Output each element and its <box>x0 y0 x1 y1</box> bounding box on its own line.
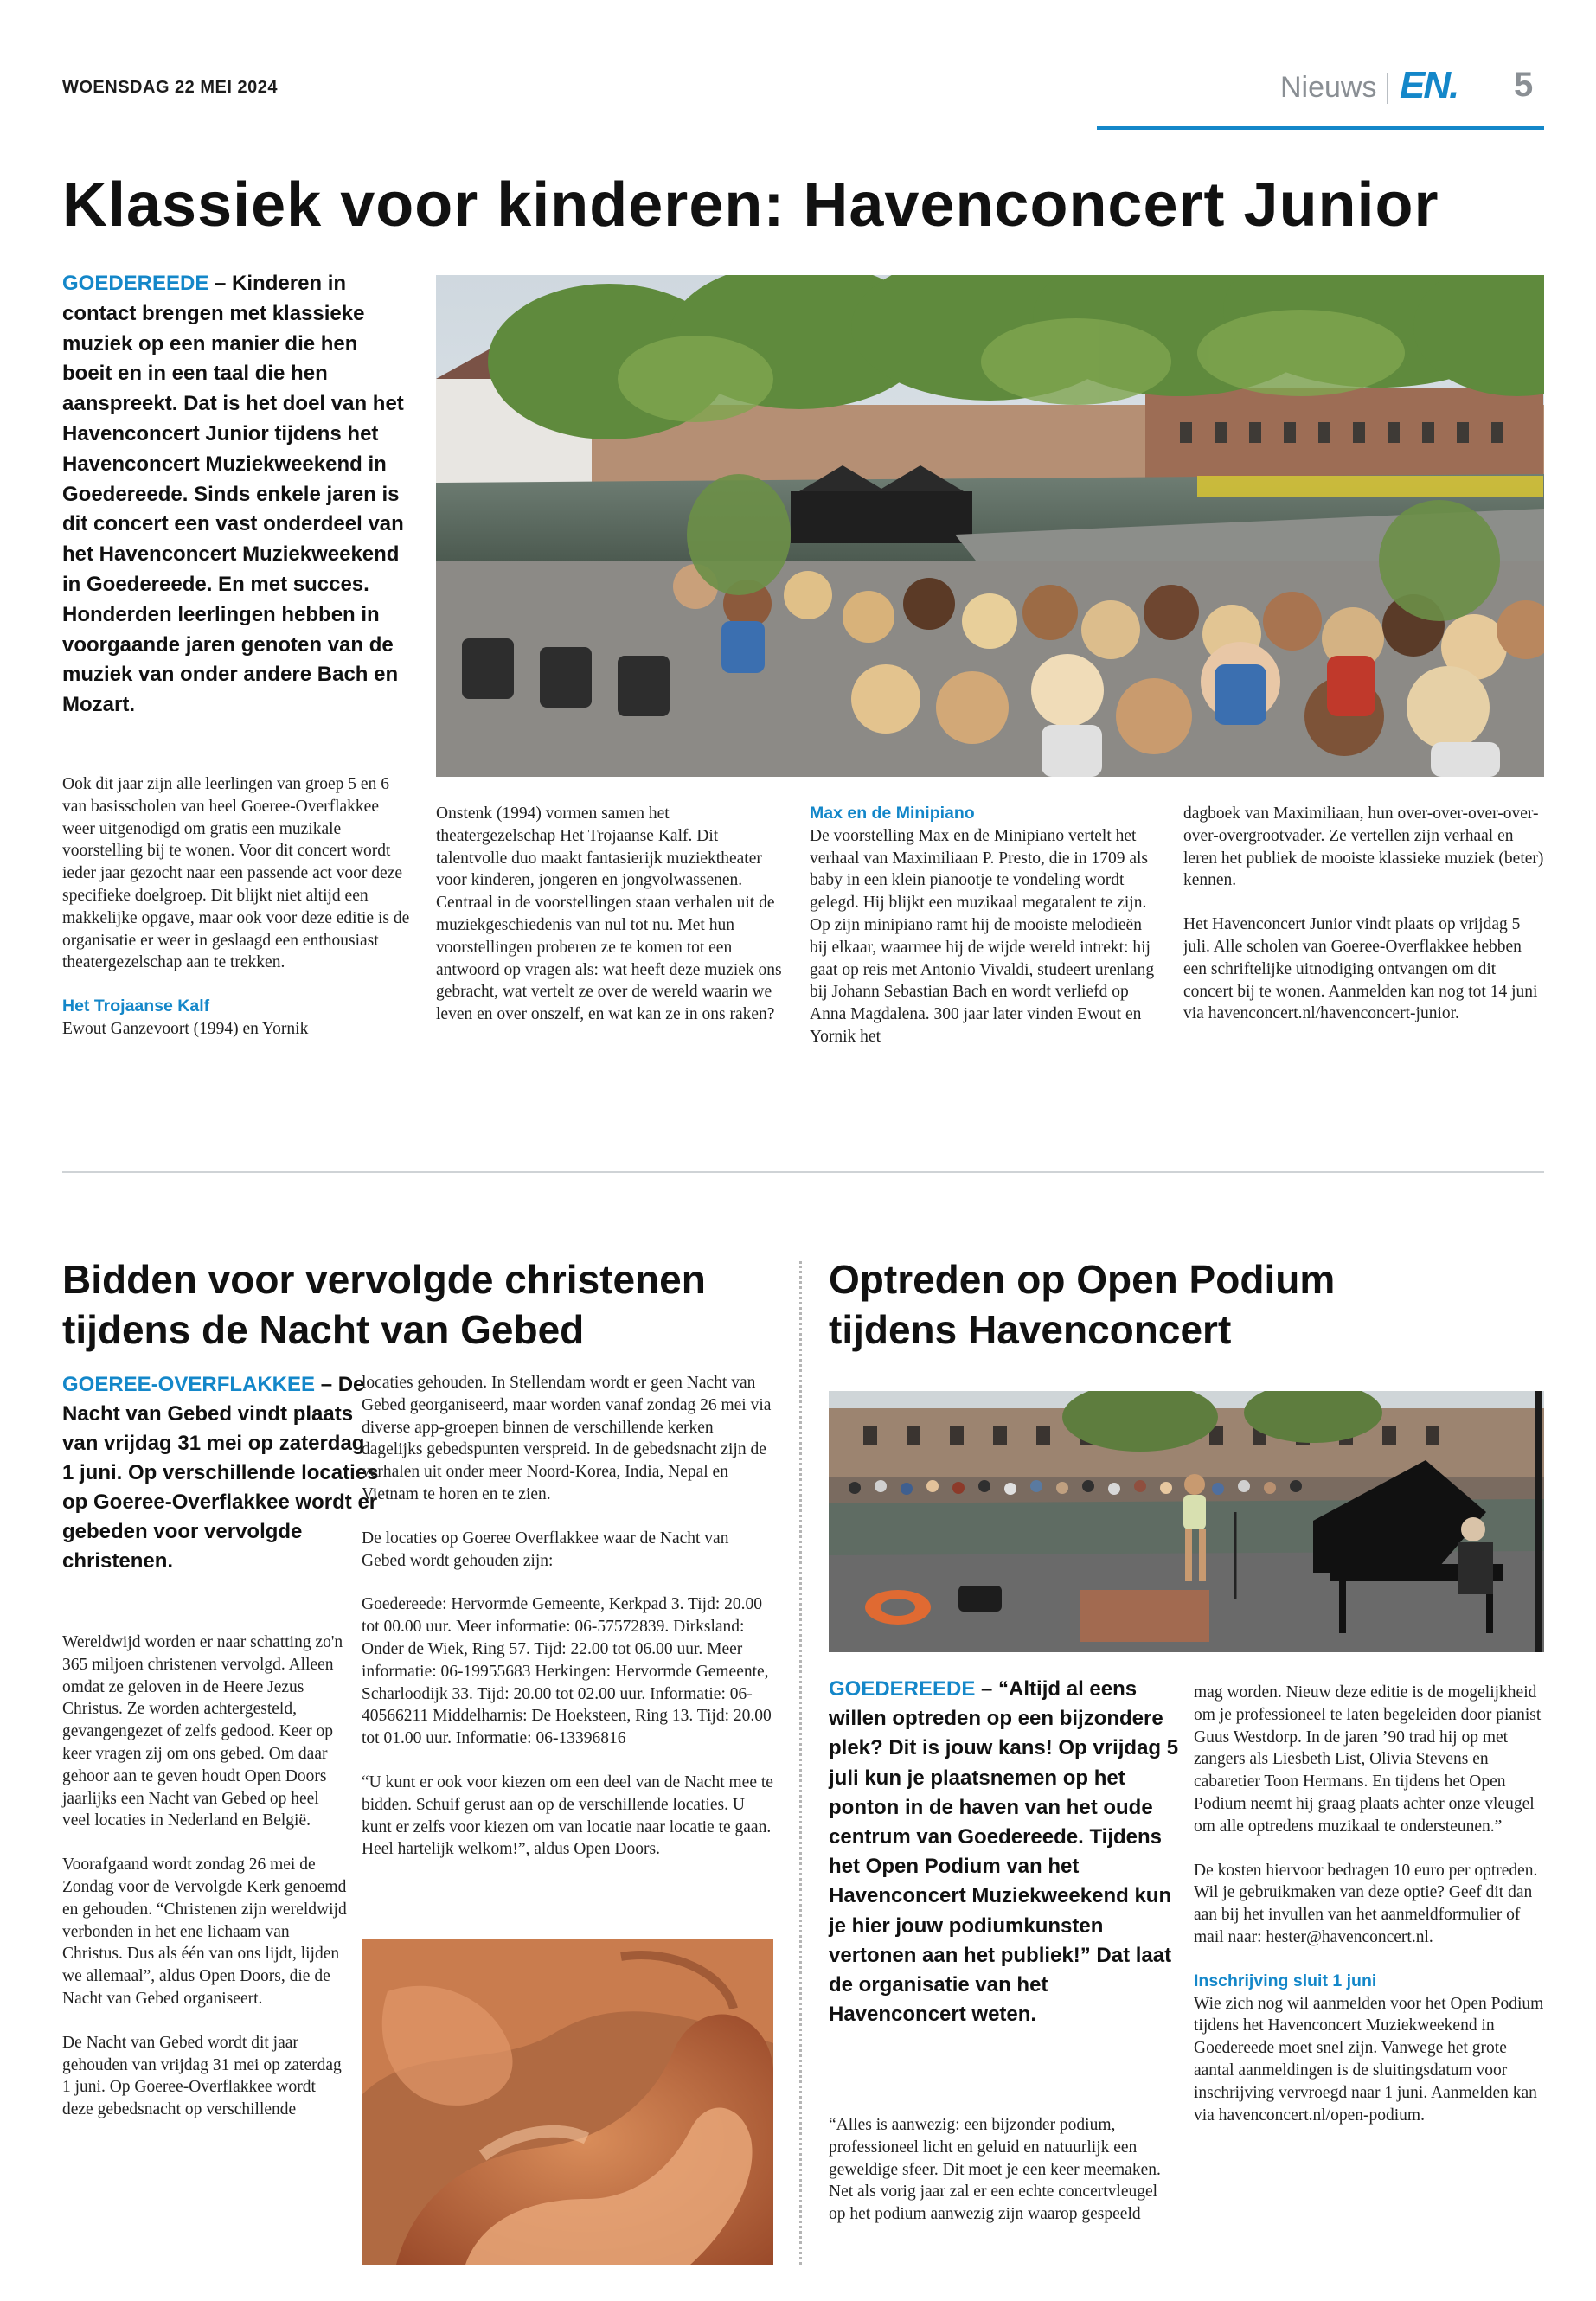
article1-paragraph: Ewout Ganzevoort (1994) en Yornik <box>62 1019 309 1038</box>
section-label: Nieuws <box>1280 71 1377 104</box>
open-podium-illustration <box>829 1391 1544 1652</box>
harbour-concert-illustration <box>436 275 1544 777</box>
article2-headline-line: tijdens de Nacht van Gebed <box>62 1307 585 1352</box>
article1-column-2 <box>436 803 786 1026</box>
article1-paragraph: dagboek van Maximiliaan, hun over-over-over-over-over-overgrootvader. Ze vertellen zijn verhaal en leren het publiek de mooiste klassieke muziek (beter) kennen. <box>1183 804 1544 890</box>
article1-subheading-max-minipiano: Max en de Minipiano <box>810 804 975 823</box>
article3-location: GOEDEREEDE <box>829 1677 976 1701</box>
article3-paragraph: “Alles is aanwezig: een bijzonder podium, professioneel licht en geluid en natuurlijk een geweldige sfeer. Dit moet je een keer meemaken. Net als vorig jaar zal er een echte concertvleugel op het podium aanwezig zijn waarop gespeeld <box>829 2116 1161 2224</box>
article2-photo-mosaic-hand <box>362 1939 773 2265</box>
article3-headline-line: Optreden op Open Podium <box>829 1257 1336 1302</box>
article3-lead-text: – “Altijd al eens willen optreden op een bijzondere plek? Dit is jouw kans! Op vrijdag 5 juli kun je plaatsnemen op het ponton in de haven van het oude centrum van Goedereede. Tijdens het Open Podium van het Havenconcert Muziekweekend kun je hier jouw podiumkunsten vertonen aan het publiek!” Dat laat de organisatie van het Havenconcert weten. <box>829 1677 1179 2027</box>
article1-paragraph: Onstenk (1994) vormen samen het theatergezelschap Het Trojaanse Kalf. Dit talentvolle duo maakt fantasierijk muziektheater voor kinderen, jongeren en jongvolwassenen. Centraal in de voorstellingen staan verhalen uit de muziekgeschiedenis van nul tot nu. Met hun voorstellingen proberen ze te komen tot een antwoord op vragen als: wat heeft deze muziek ons gebracht, wat vertelt ze over de wereld waarin we leven en over onszelf, en wat kan ze in ons raken? <box>436 804 782 1024</box>
article2-paragraph: Wereldwijd worden er naar schatting zo'n 365 miljoen christenen vervolgd. Alleen omdat ze geloven in de Heere Jezus Christus. Ze worden achtergesteld, gevangengezet of zelfs gedood. Keer op keer vragen zij om ons gebed. Om daar gehoor aan te geven houdt Open Doors jaarlijks een Nacht van Gebed op heel veel locaties in Nederland en België. <box>62 1633 343 1830</box>
article1-column-3 <box>810 803 1160 1048</box>
article1-headline: Klassiek voor kinderen: Havenconcert Junior <box>62 170 1439 240</box>
article2-headline-line: Bidden voor vervolgde christenen <box>62 1257 706 1302</box>
article3-headline-line: tijdens Havenconcert <box>829 1307 1232 1352</box>
article1-subheading-trojaanse-kalf: Het Trojaanse Kalf <box>62 997 210 1016</box>
article2-paragraph: Voorafgaand wordt zondag 26 mei de Zondag voor de Vervolgde Kerk genoemd en gehouden. “Christenen zijn wereldwijd verbonden in het ene lichaam van Christus. Dus als één van ons lijdt, lijden we allemaal”, aldus Open Doors, die de Nacht van Gebed organiseert. <box>62 1856 347 2008</box>
article2-lead <box>62 1370 381 1576</box>
article3-column-1 <box>829 2114 1175 2226</box>
article1-lead-text: – Kinderen in contact brengen met klassieke muziek op een manier die hen boeit en in een taal die hen aanspreekt. Dat is het doel van het Havenconcert Junior tijdens het Havenconcert Muziekweekend in Goedereede. Sinds enkele jaren is dit concert een vast onderdeel van het Havenconcert Muziekweekend in Goedereede. En met succes. Honderden leerlingen hebben in voorgaande jaren genoten van de muziek van onder andere Bach en Mozart. <box>62 272 404 717</box>
article3-paragraph: Wie zich nog wil aanmelden voor het Open Podium tijdens het Havenconcert Muziekweekend in Goedereede moet snel zijn. Vanwege het grote aantal aanmeldingen is de sluitingsdatum voor inschrijving vervroegd naar 1 juni. Aanmelden kan via havenconcert.nl/open-podium. <box>1194 1994 1544 2125</box>
article3-headline <box>829 1254 1544 1355</box>
article2-paragraph: De locaties op Goeree Overflakkee waar de Nacht van Gebed wordt gehouden zijn: <box>362 1529 729 1570</box>
article1-column-4 <box>1183 803 1544 1025</box>
article3-paragraph: De kosten hiervoor bedragen 10 euro per optreden. Wil je gebruikmaken van deze optie? Geef dit dan aan bij het invullen van het aanmeldformulier of mail naar: hester@havenconcert.nl. <box>1194 1861 1538 1946</box>
column-divider-dotted <box>799 1261 802 2265</box>
header-separator <box>1387 73 1388 104</box>
article3-lead <box>829 1675 1183 2029</box>
article1-photo-harbour-concert <box>436 275 1544 777</box>
article1-location: GOEDEREEDE <box>62 272 209 295</box>
article3-photo-open-podium <box>829 1391 1544 1652</box>
header-rule <box>1097 126 1544 130</box>
mosaic-hand-illustration <box>362 1939 773 2265</box>
article2-paragraph: “U kunt er ook voor kiezen om een deel van de Nacht mee te bidden. Schuif gerust aan op de verschillende locaties. U kunt er zelfs voor kiezen om van locatie naar locatie te gaan. Heel hartelijk welkom!”, aldus Open Doors. <box>362 1772 773 1859</box>
article1-lead <box>62 269 408 721</box>
article1-paragraph: Het Havenconcert Junior vindt plaats op vrijdag 5 juli. Alle scholen van Goeree-Overflakkee hebben een schriftelijke uitnodiging ontvangen om dit concert bij te wonen. Aanmelden kan nog tot 14 juni via havenconcert.nl/havenconcert-junior. <box>1183 915 1538 1023</box>
article2-paragraph: locaties gehouden. In Stellendam wordt er geen Nacht van Gebed georganiseerd, maar worden vanaf zondag 26 mei via diverse app-groepen binnen de verschillende kerken dagelijks gebedspunten verspreid. In de gebedsnacht zijn de verhalen uit onder meer Noord-Korea, India, Nepal en Vietnam te horen en te zien. <box>362 1374 772 1503</box>
article2-column-2 <box>362 1372 775 1861</box>
article3-column-2 <box>1194 1682 1544 2126</box>
article1-paragraph: De voorstelling Max en de Minipiano vertelt het verhaal van Maximiliaan P. Presto, die in 1709 als baby in een klein pianootje te vondeling wordt gelegd. Hij blijkt een muzikaal megatalent te zijn. Op zijn minipiano ramt hij de mooiste melodieën bij elkaar, waarmee hij de wijde wereld intrekt: hij gaat op reis met Antonio Vivaldi, studeert urenlang bij Johann Sebastian Bach en wordt verliefd op Anna Magdalena. 300 jaar later vinden Ewout en Yornik het <box>810 826 1155 1046</box>
newspaper-logo: EN. <box>1400 64 1458 106</box>
article2-location: GOEREE-OVERFLAKKEE <box>62 1373 316 1396</box>
article1-column-1 <box>62 773 413 1041</box>
article1-paragraph: Ook dit jaar zijn alle leerlingen van groep 5 en 6 van basisscholen van heel Goeree-Overflakkee weer uitgenodigd om gratis een muzikale voorstelling bij te wonen. Voor dit concert wordt ieder jaar gezocht naar een passende act voor deze specifieke doelgroep. Dit blijkt niet altijd een makkelijke opgave, maar ook voor deze editie is de organisatie er weer in geslaagd een enthousiast theatergezelschap aan te trekken. <box>62 775 410 972</box>
article2-column-1 <box>62 1631 348 2121</box>
section-divider <box>62 1171 1544 1173</box>
article3-paragraph: mag worden. Nieuw deze editie is de mogelijkheid om je professioneel te laten begeleiden door pianist Guus Westdorp. In de jaren ’90 trad hij op met zangers als Liesbeth List, Olivia Stevens en cabaretier Toon Hermans. En tijdens het Open Podium neemt hij graag plaats achter onze vleugel om alle optredens muzikaal te ondersteunen.” <box>1194 1683 1542 1836</box>
article2-paragraph: De Nacht van Gebed wordt dit jaar gehouden van vrijdag 31 mei op zaterdag 1 juni. Op Goeree-Overflakkee wordt deze gebedsnacht op verschillende <box>62 2033 342 2119</box>
article3-subheading-inschrijving: Inschrijving sluit 1 juni <box>1194 1971 1377 1990</box>
edition-date: WOENSDAG 22 MEI 2024 <box>62 78 278 97</box>
article2-headline <box>62 1254 772 1355</box>
article2-lead-text: – De Nacht van Gebed vindt plaats van vrijdag 31 mei op zaterdag 1 juni. Op verschillende locaties op Goeree-Overflakkee wordt er gebeden voor vervolgde christenen. <box>62 1373 379 1573</box>
article2-paragraph: Goedereede: Hervormde Gemeente, Kerkpad 3. Tijd: 20.00 tot 00.00 uur. Meer informatie: 06-57572839. Dirksland: Onder de Wiek, Ring 57. Tijd: 22.00 tot 06.00 uur. Meer informatie: 06-19955683 Herkingen: Hervormde Gemeente, Scharloodijk 33. Tijd: 20.00 tot 02.00 uur. Informatie: 06-40566211 Middelharnis: De Hoeksteen, Ring 13. Tijd: 20.00 tot 01.00 uur. Informatie: 06-13396816 <box>362 1595 772 1748</box>
page-number: 5 <box>1514 66 1534 104</box>
